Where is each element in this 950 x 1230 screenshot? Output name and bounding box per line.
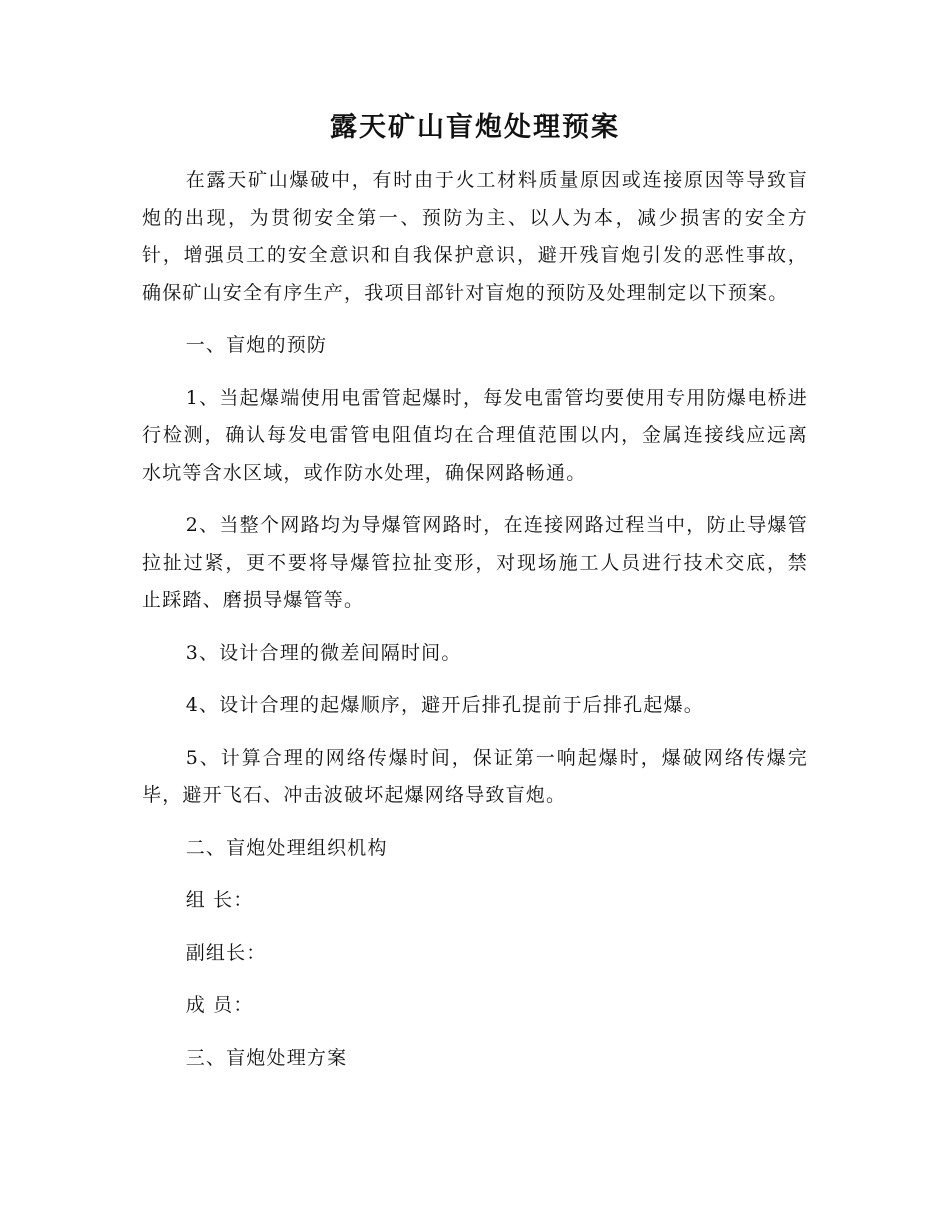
org-deputy-leader-line: 副组长：: [185, 941, 267, 964]
section-heading-organization: 二、盲炮处理组织机构: [185, 836, 388, 859]
document-body: [142, 162, 808, 1092]
section-heading-plan: 三、盲炮处理方案: [185, 1046, 348, 1069]
intro-paragraph: 在露天矿山爆破中，有时由于火工材料质量原因或连接原因等导致盲炮的出现，为贯彻安全第一、预防为主、以人为本，减少损害的安全方针，增强员工的安全意识和自我保护意识，避开残盲炮引发的恶性事故，确保矿山安全有序生产，我项目部针对盲炮的预防及处理制定以下预案。: [142, 169, 808, 304]
document-title: 露天矿山盲炮处理预案: [330, 112, 620, 143]
prevention-item-1: 1、当起爆端使用电雷管起爆时，每发电雷管均要使用专用防爆电桥进行检测，确认每发电雷管电阻值均在合理值范围以内，金属连接线应远离水坑等含水区域，或作防水处理，确保网路畅通。: [142, 386, 808, 484]
prevention-item-4: 4、设计合理的起爆顺序，避开后排孔提前于后排孔起爆。: [185, 694, 704, 716]
org-leader-line: 组 长：: [185, 889, 254, 911]
prevention-item-5: 5、计算合理的网络传爆时间，保证第一响起爆时，爆破网络传爆完毕，避开飞石、冲击波破坏起爆网络导致盲炮。: [142, 746, 808, 806]
org-members-line: 成 员：: [185, 994, 254, 1016]
section-heading-prevention: 一、盲炮的预防: [185, 334, 328, 356]
prevention-item-3: 3、设计合理的微差间隔时间。: [185, 641, 462, 664]
prevention-item-2: 2、当整个网路均为导爆管网路时，在连接网路过程当中，防止导爆管拉扯过紧，更不要将导爆管拉扯变形，对现场施工人员进行技术交底，禁止踩踏、磨损导爆管等。: [142, 514, 808, 611]
